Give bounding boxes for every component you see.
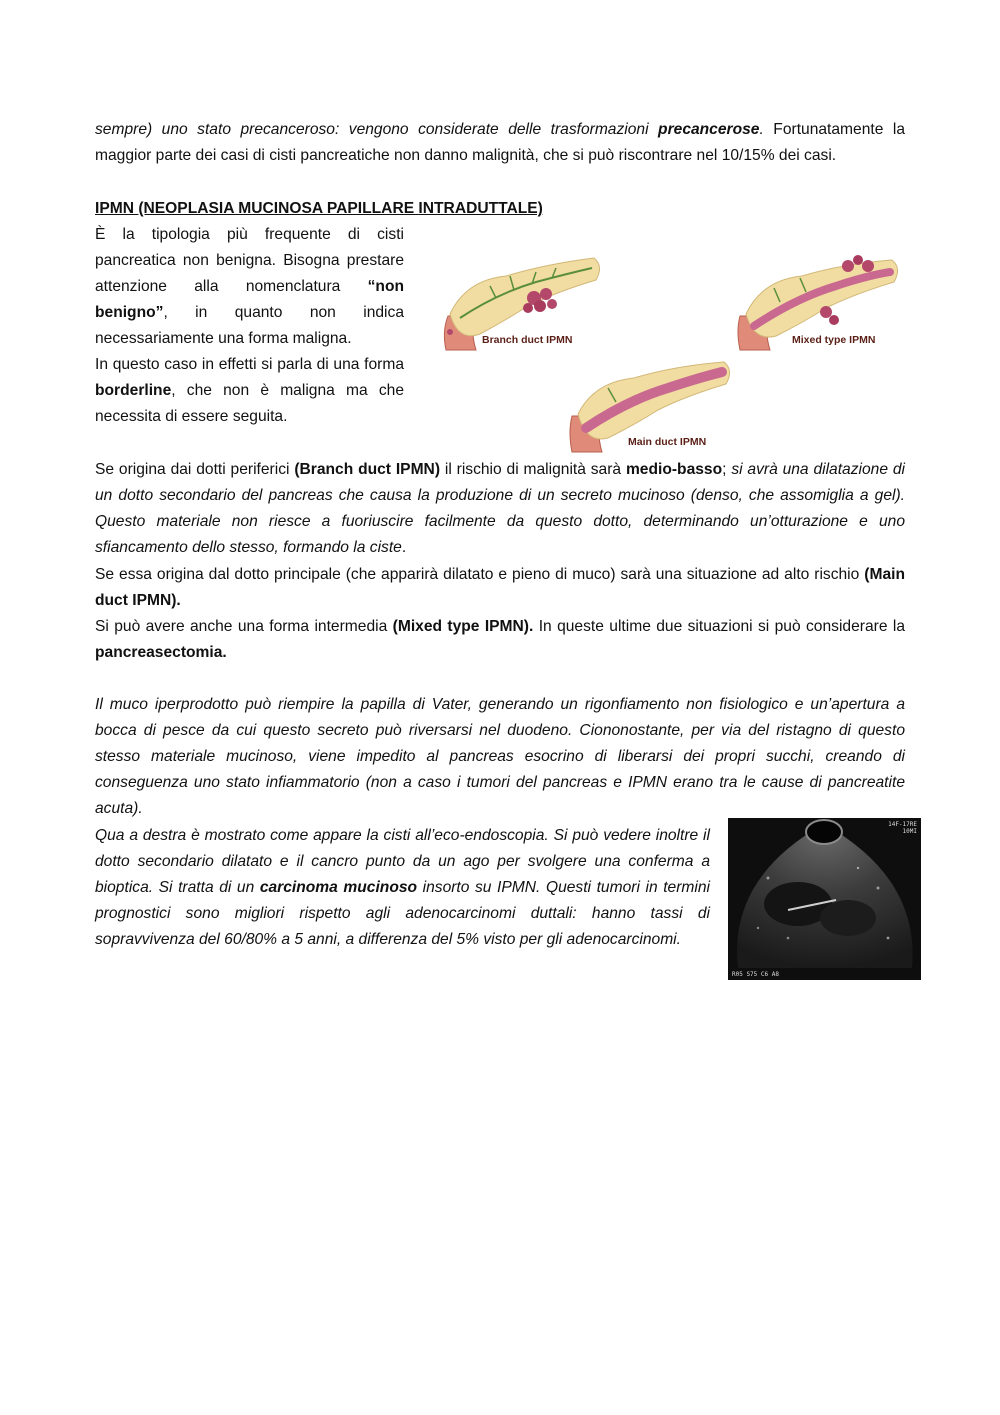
mucus-italic: Il muco iperprodotto può riempire la papilla di Vater, generando un rigonfiamento non fisiologico e un’apertura a bocca di pesce da cui questo secreto può riversarsi nel duodeno. Ciononostante, per via del ristagno di questo stesso materiale mucinoso, viene impedito al pancreas esocrino di liberarsi dei propri succhi, creando di conseguenza uno stato infiammatorio (non a caso i tumori del pancreas e IPMN erano tra le cause di pancreatite acuta).: [95, 696, 905, 817]
endo-bold-term: carcinoma mucinoso: [259, 879, 418, 896]
mixed-text-1: Si può avere anche una forma intermedia: [95, 618, 393, 635]
mixed-bold-1: (Mixed type IPMN).: [392, 618, 534, 635]
types-bold-borderline: borderline: [95, 382, 172, 399]
main-text-1: Se essa origina dal dotto principale (che apparirà dilatato e pieno di muco) sarà una situazione ad alto rischio: [95, 566, 865, 583]
main-paragraph: [95, 562, 905, 614]
branch-italic: si avrà una dilatazione di un dotto secondario del pancreas che causa la produzione di un secreto mucinoso (denso, che assomiglia a gel). Questo materiale non riesce a fuoriuscire facilmente da questo dotto, determinando un’otturazione e uno sfiancamento dello stesso, formando la ciste: [95, 461, 905, 556]
branch-text-4: .: [401, 539, 407, 556]
figure-mixed-type: [736, 246, 906, 356]
branch-bold-risk: medio-basso: [625, 461, 723, 478]
branch-text-2: il rischio di malignità sarà: [440, 461, 626, 478]
endo-italic-1: Qua a destra è mostrato come appare la cisti all’eco-endoscopia. Si può vedere inoltre il dotto secondario dilatato e il cancro punto da un ago per svolgere una conferma a bioptica. Si tratta di un: [95, 827, 710, 896]
intro-paragraph: [95, 117, 905, 169]
intro-italic-lead: sempre) uno stato precanceroso: vengono considerate delle trasformazioni: [95, 121, 659, 138]
figure-branch-duct: [436, 246, 606, 356]
figure-main-duct: [568, 352, 738, 458]
endo-italic-2: insorto su IPMN. Questi tumori in termini prognostici sono migliori rispetto agli adenocarcinomi duttali: hanno tassi di sopravvivenza del 60/80% a 5 anni, a differenza del 5% visto per gli adenocarcinomi.: [95, 879, 710, 948]
types-bold-non-benigno: “non benigno”: [95, 278, 404, 321]
types-text-3: In questo caso in effetti si parla di una forma: [95, 356, 404, 373]
types-text-4: , che non è maligna ma che necessita di essere seguita.: [95, 382, 404, 425]
branch-text-1: Se origina dai dotti periferici: [95, 461, 295, 478]
mixed-paragraph: [95, 614, 905, 666]
intro-bold-term: precancerose: [658, 121, 760, 138]
types-text-2: , in quanto non indica necessariamente una forma maligna.: [95, 304, 404, 347]
mixed-type-label: Mixed type IPMN: [792, 334, 876, 346]
types-text-1: È la tipologia più frequente di cisti pancreatica non benigna. Bisogna prestare attenzione alla nomenclatura: [95, 226, 404, 295]
main-duct-label: Main duct IPMN: [628, 436, 707, 448]
mixed-text-2: In queste ultime due situazioni si può considerare la: [533, 618, 905, 635]
branch-duct-label: Branch duct IPMN: [482, 334, 573, 346]
main-bold-1: (Main duct IPMN).: [95, 566, 905, 609]
endo-paragraph: [95, 823, 710, 953]
intro-rest: Fortunatamente la maggior parte dei casi di cisti pancreatiche non danno malignità, che si può riscontrare nel 10/15% dei casi.: [95, 121, 906, 164]
ultrasound-scan: [728, 818, 921, 980]
section-heading: IPMN (NEOPLASIA MUCINOSA PAPILLARE INTRADUTTALE): [95, 200, 543, 217]
intro-italic-dot: .: [759, 121, 764, 138]
branch-bold-1: (Branch duct IPMN): [294, 461, 441, 478]
endo-overlay-bottom-left: R05 S75 C6 A8: [732, 971, 779, 978]
branch-text-3: ;: [722, 461, 732, 478]
branch-paragraph: [95, 457, 905, 561]
endoscopic-ultrasound-image: [728, 818, 921, 980]
endo-overlay-top-right: 14F-17RE 10MI: [888, 821, 917, 835]
types-paragraph: [95, 222, 404, 430]
mixed-bold-2: pancreasectomia.: [95, 644, 227, 661]
mucus-paragraph: [95, 692, 905, 822]
